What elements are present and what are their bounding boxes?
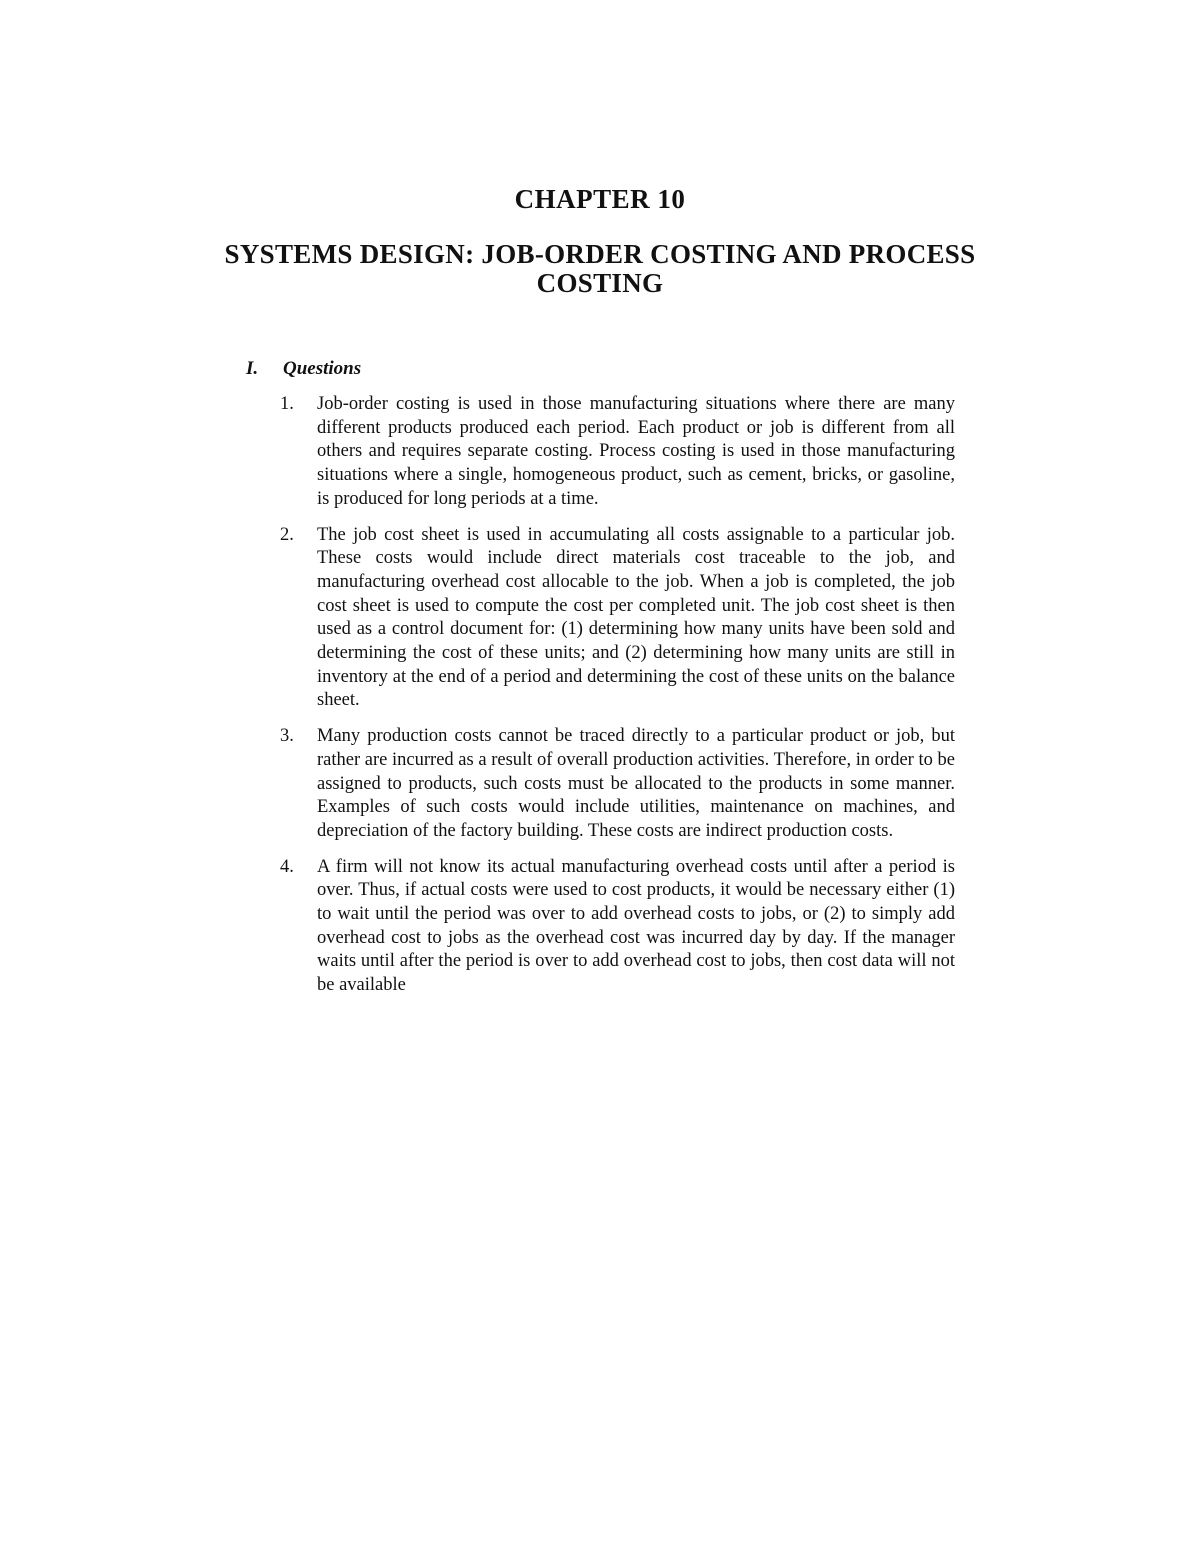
question-number: 2.	[280, 524, 294, 545]
question-number: 1.	[280, 394, 294, 414]
question-item	[280, 524, 955, 714]
questions-list	[280, 393, 955, 1010]
section-heading	[246, 357, 361, 381]
question-number: 4.	[280, 856, 294, 877]
question-number: 3.	[280, 726, 294, 747]
section-title: Questions	[283, 358, 362, 379]
question-text: A firm will not know its actual manufacturing overhead costs until after a period is over. Thus, if actual costs were used to cost products, it would be necessary either (1) to wait until the period was over to add overhead costs to jobs, or (2) to simply add overhead cost to jobs as the overhead cost was incurred day by day. If the manager waits until after the period is over to add overhead cost to jobs, then cost data will not be available	[317, 856, 955, 996]
question-text: The job cost sheet is used in accumulating all costs assignable to a particular job. These costs would include direct materials cost traceable to the job, and manufacturing overhead cost allocable to the job. When a job is completed, the job cost sheet is used to compute the cost per completed unit. The job cost sheet is then used as a control document for: (1) determining how many units have been sold and determining the cost of these units; and (2) determining how many units are still in inventory at the end of a period and determining the cost of these units on the balance sheet.	[317, 524, 955, 711]
question-item	[280, 856, 955, 998]
section-number: I.	[246, 358, 259, 379]
chapter-title: SYSTEMS DESIGN: JOB-ORDER COSTING AND PROCESS COSTING	[224, 239, 976, 298]
chapter-heading: CHAPTER 10	[514, 184, 686, 214]
question-item	[280, 725, 955, 844]
question-item	[280, 393, 955, 512]
question-text: Many production costs cannot be traced directly to a particular product or job, but rather are incurred as a result of overall production activities. Therefore, in order to be assigned to products, such costs must be allocated to the products in some manner. Examples of such costs would include utilities, maintenance on machines, and depreciation of the factory building. These costs are indirect production costs.	[317, 726, 955, 841]
question-text: Job-order costing is used in those manufacturing situations where there are many different products produced each period. Each product or job is different from all others and requires separate costing. Process costing is used in those manufacturing situations where a single, homogeneous product, such as cement, bricks, or gasoline, is produced for long periods at a time.	[317, 394, 955, 509]
